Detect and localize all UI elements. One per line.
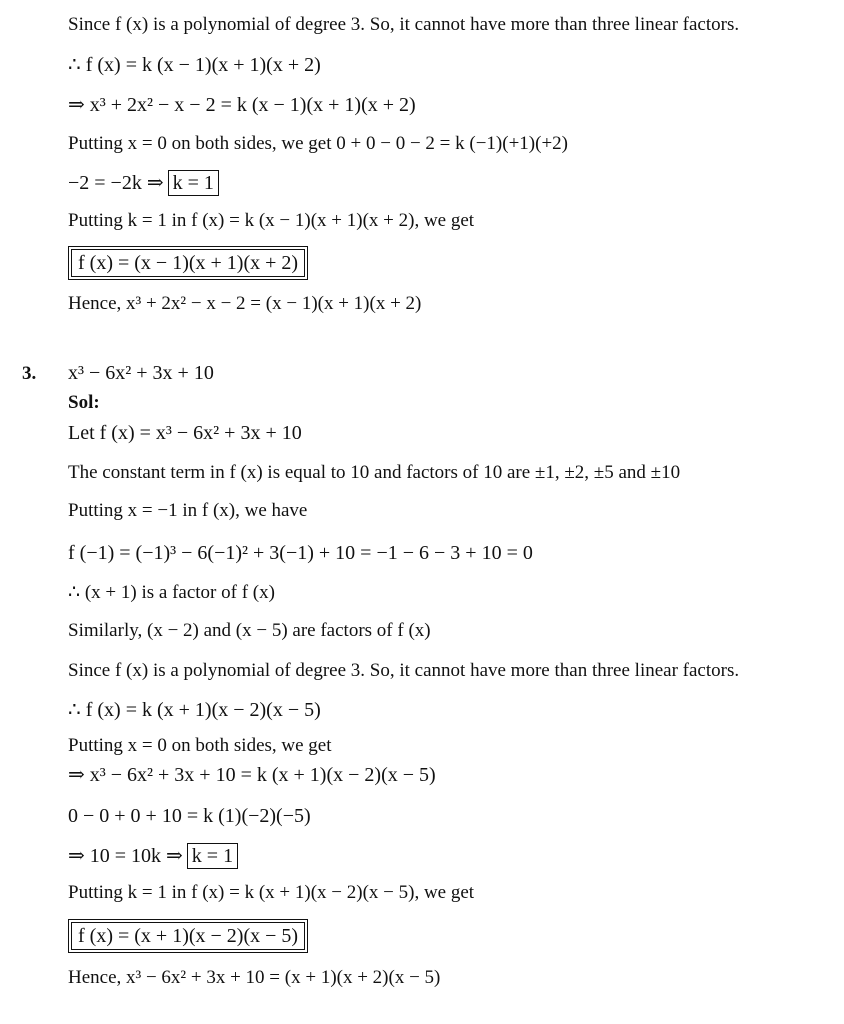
conclusion-part1: Hence, x³ + 2x² − x − 2 = (x − 1)(x + 1)(x + 2) — [68, 293, 422, 314]
expanded-equation-q3: ⇒ x³ − 6x² + 3x + 10 = k (x + 1)(x − 2)(x − 5) — [68, 764, 436, 786]
k-result-box: k = 1 — [168, 170, 219, 196]
conclusion-q3: Hence, x³ − 6x² + 3x + 10 = (x + 1)(x + 2)(x − 5) — [68, 967, 441, 988]
final-factorization-line-q3 — [68, 922, 305, 950]
k-result-box-q3: k = 1 — [187, 843, 238, 869]
question-number: 3. — [22, 363, 37, 384]
solve-k-text: −2 = −2k ⇒ — [68, 172, 164, 194]
substitution-k1: Putting k = 1 in f (x) = k (x − 1)(x + 1)(x + 2), we get — [68, 210, 475, 231]
factor-x-plus-1: ∴ (x + 1) is a factor of f (x) — [68, 582, 275, 603]
evaluate-f-minus1: f (−1) = (−1)³ − 6(−1)² + 3(−1) + 10 = −1 − 6 − 3 + 10 = 0 — [68, 542, 533, 564]
substitution-x0-q3: Putting x = 0 on both sides, we get — [68, 735, 332, 756]
final-factorization-box: f (x) = (x − 1)(x + 1)(x + 2) — [71, 249, 305, 277]
solve-k-text-q3: ⇒ 10 = 10k ⇒ — [68, 845, 183, 867]
solution-label: Sol: — [68, 392, 100, 413]
evaluate-at-zero: 0 − 0 + 0 + 10 = k (1)(−2)(−5) — [68, 805, 311, 827]
statement-degree-3-q3: Since f (x) is a polynomial of degree 3. So, it cannot have more than three linear factors. — [68, 660, 740, 681]
other-factors: Similarly, (x − 2) and (x − 5) are factors of f (x) — [68, 620, 431, 641]
constant-term-statement: The constant term in f (x) is equal to 10 and factors of 10 are ±1, ±2, ±5 and ±10 — [68, 462, 681, 483]
substitution-k1-q3: Putting k = 1 in f (x) = k (x + 1)(x − 2)(x − 5), we get — [68, 882, 475, 903]
question-expression: x³ − 6x² + 3x + 10 — [68, 362, 214, 384]
final-factorization-line — [68, 249, 305, 277]
factor-form-equation-q3: ∴ f (x) = k (x + 1)(x − 2)(x − 5) — [68, 699, 321, 721]
expanded-equation: ⇒ x³ + 2x² − x − 2 = k (x − 1)(x + 1)(x + 2) — [68, 94, 416, 116]
final-factorization-box-q3: f (x) = (x + 1)(x − 2)(x − 5) — [71, 922, 305, 950]
factor-form-equation: ∴ f (x) = k (x − 1)(x + 1)(x + 2) — [68, 54, 321, 76]
statement-degree-3: Since f (x) is a polynomial of degree 3. So, it cannot have more than three linear factors. — [68, 14, 740, 35]
solve-k-line-q3 — [68, 843, 238, 869]
let-fx-definition: Let f (x) = x³ − 6x² + 3x + 10 — [68, 422, 302, 444]
substitution-x0: Putting x = 0 on both sides, we get 0 + 0 − 0 − 2 = k (−1)(+1)(+2) — [68, 133, 568, 154]
solve-k-line — [68, 170, 219, 196]
substitution-x-minus1: Putting x = −1 in f (x), we have — [68, 500, 308, 521]
